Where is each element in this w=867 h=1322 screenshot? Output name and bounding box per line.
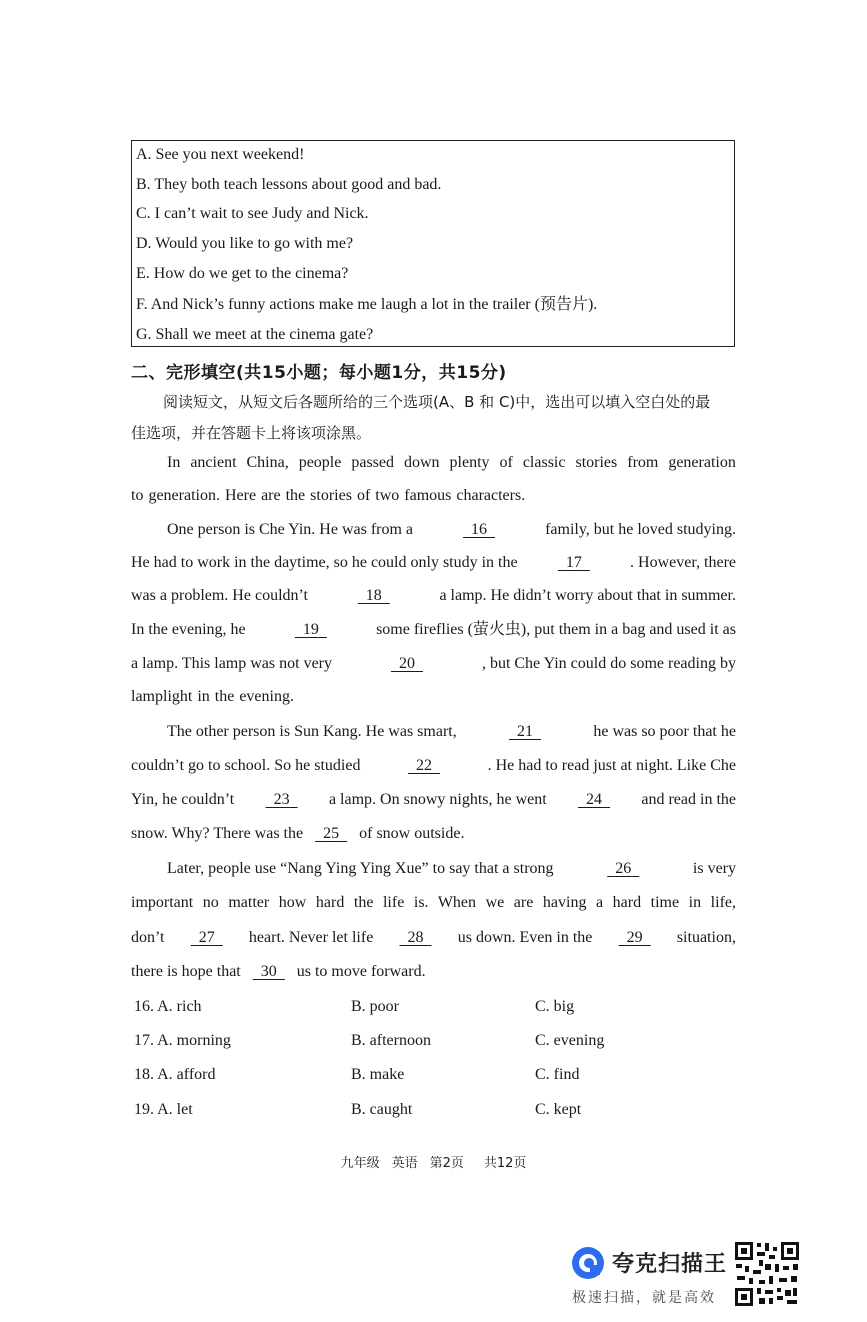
- blank-22: 22: [416, 757, 433, 774]
- instruction-line-1: 阅读短文，从短文后各题所给的三个选项(A、B 和 C)中，选出可以填入空白处的最: [163, 393, 711, 411]
- passage-line: He had to work in the daytime, so he could only study in the 17 . However, there: [131, 552, 736, 574]
- choice-a: 19. A. let: [134, 1101, 193, 1118]
- choice-b: B. afternoon: [351, 1032, 431, 1049]
- passage-line: Later, people use “Nang Ying Ying Xue” to say that a strong 26 is very: [167, 858, 736, 880]
- section-heading: 二、完形填空(共15小题；每小题1分，共15分): [131, 363, 507, 383]
- passage-line: to generation. Here are the stories of two famous characters.: [131, 487, 526, 504]
- option-d: D. Would you like to go with me?: [136, 235, 354, 252]
- blank-20: 20: [398, 655, 415, 672]
- choice-c: C. find: [535, 1066, 580, 1083]
- question-17: [134, 1030, 734, 1052]
- option-g: G. Shall we meet at the cinema gate?: [136, 326, 374, 343]
- option-b: B. They both teach lessons about good and bad.: [136, 176, 442, 193]
- option-e: E. How do we get to the cinema?: [136, 265, 349, 282]
- quark-logo-icon: [570, 1245, 606, 1281]
- passage-line: lamplight in the evening.: [131, 688, 294, 705]
- passage-line: snow. Why? There was the 25 of snow outside.: [131, 823, 736, 845]
- passage-line: was a problem. He couldn’t 18 a lamp. He didn’t worry about that in summer.: [131, 585, 736, 607]
- page-footer: [0, 1152, 867, 1171]
- passage-line: don’t 27 heart. Never let life 28 us down. Even in the 29 situation,: [131, 927, 736, 949]
- choice-c: C. evening: [535, 1032, 605, 1049]
- choice-b: B. make: [351, 1066, 405, 1083]
- passage-line: couldn’t go to school. So he studied 22 . He had to read just at night. Like Che: [131, 755, 736, 777]
- blank-16: 16: [471, 521, 488, 538]
- blank-27: 27: [198, 929, 215, 946]
- options-box: [131, 140, 735, 347]
- blank-18: 18: [365, 587, 382, 604]
- footer-subject: 英语: [391, 1156, 418, 1171]
- passage-line: The other person is Sun Kang. He was smart, 21 he was so poor that he: [167, 721, 736, 743]
- footer-page: 第2页: [429, 1156, 464, 1171]
- choice-b: B. caught: [351, 1101, 413, 1118]
- question-18: [134, 1064, 734, 1086]
- blank-28: 28: [407, 929, 424, 946]
- blank-17: 17: [565, 554, 582, 571]
- option-a: A. See you next weekend!: [136, 146, 305, 163]
- passage-line: a lamp. This lamp was not very 20 , but Che Yin could do some reading by: [131, 653, 736, 675]
- passage-line: In the evening, he 19 some fireflies (萤火虫), put them in a bag and used it as: [131, 619, 736, 641]
- blank-21: 21: [517, 723, 534, 740]
- blank-26: 26: [615, 860, 632, 877]
- passage-line: In ancient China, people passed down plenty of classic stories from generation: [167, 454, 736, 471]
- option-c: C. I can’t wait to see Judy and Nick.: [136, 205, 369, 222]
- blank-25: 25: [323, 825, 340, 842]
- watermark-brand: 夸克扫描王: [612, 1252, 728, 1277]
- choice-c: C. big: [535, 998, 575, 1015]
- footer-grade: 九年级: [340, 1156, 380, 1171]
- question-16: [134, 996, 734, 1018]
- passage-line: there is hope that 30 us to move forward.: [131, 961, 736, 983]
- blank-29: 29: [626, 929, 643, 946]
- choice-a: 18. A. afford: [134, 1066, 216, 1083]
- blank-19: 19: [302, 621, 319, 638]
- qr-code-icon: [733, 1240, 801, 1308]
- choice-a: 16. A. rich: [134, 998, 202, 1015]
- passage-line: One person is Che Yin. He was from a 16 family, but he loved studying.: [167, 519, 736, 541]
- blank-23: 23: [273, 791, 290, 808]
- footer-total: 共12页: [483, 1156, 527, 1171]
- choice-a: 17. A. morning: [134, 1032, 231, 1049]
- choice-b: B. poor: [351, 998, 399, 1015]
- option-f: F. And Nick’s funny actions make me laugh a lot in the trailer (预告片).: [136, 296, 598, 313]
- blank-30: 30: [260, 963, 277, 980]
- passage-line: Yin, he couldn’t 23 a lamp. On snowy nights, he went 24 and read in the: [131, 789, 736, 811]
- choice-c: C. kept: [535, 1101, 582, 1118]
- blank-24: 24: [586, 791, 603, 808]
- instruction-line-2: 佳选项，并在答题卡上将该项涂黑。: [131, 424, 372, 442]
- question-19: [134, 1099, 734, 1121]
- passage-line: important no matter how hard the life is. When we are having a hard time in life,: [131, 894, 736, 911]
- watermark-slogan: 极速扫描，就是高效: [572, 1290, 716, 1306]
